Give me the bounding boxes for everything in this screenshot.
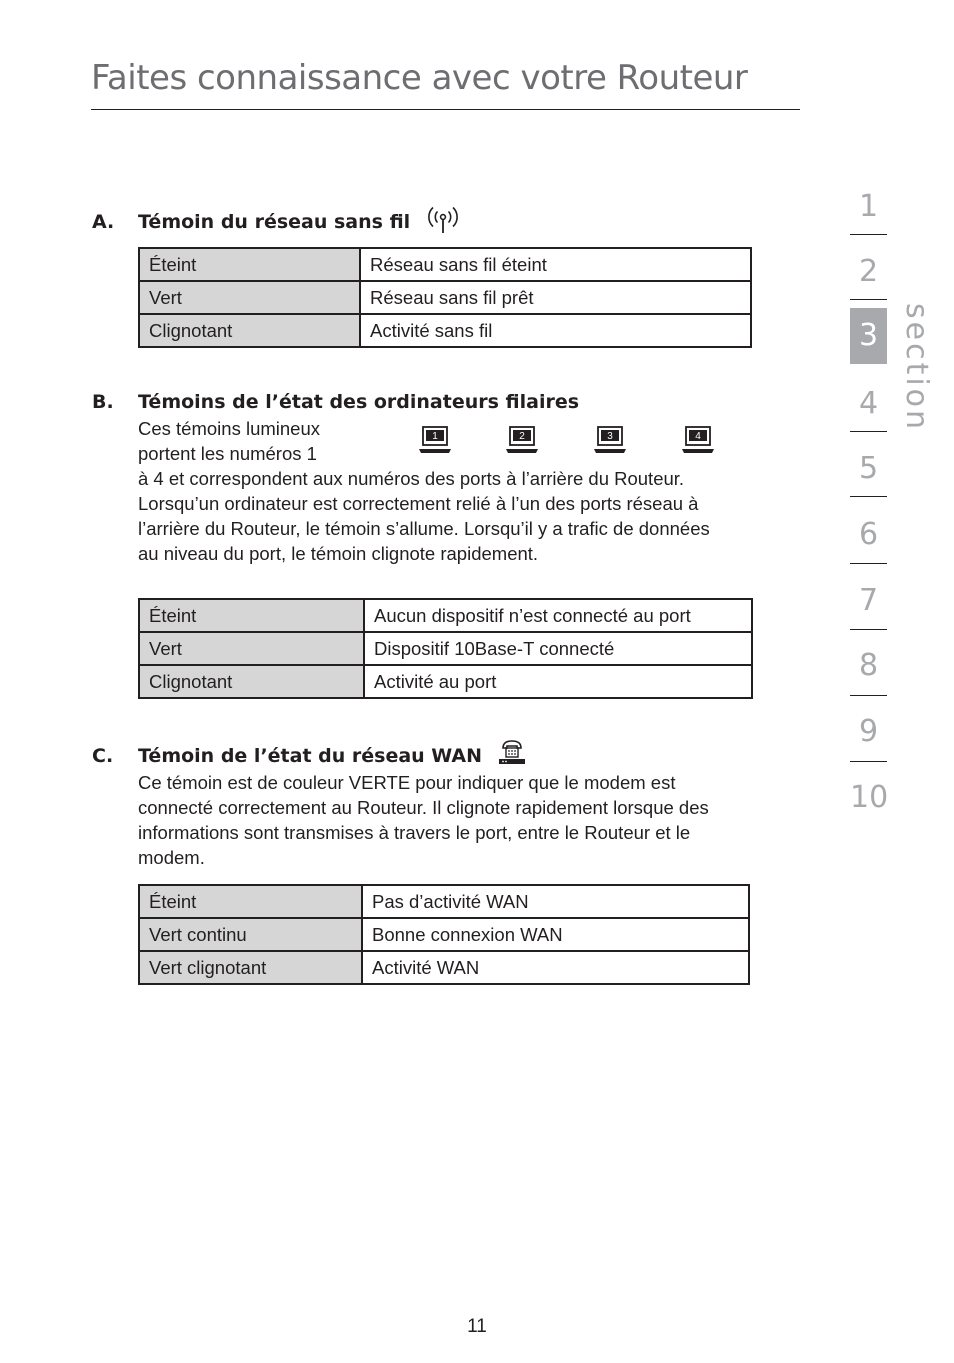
section-tab-7[interactable]: 7 bbox=[858, 583, 879, 618]
computer-2-label: 2 bbox=[519, 431, 525, 442]
state-cell: Clignotant bbox=[139, 314, 360, 347]
section-c-heading: Témoin de l’état du réseau WAN bbox=[138, 745, 483, 767]
text-line: l’arrière du Routeur, le témoin s’allume. Lorsqu’il y a trafic de données bbox=[138, 518, 710, 539]
computer-3-label: 3 bbox=[607, 431, 613, 442]
section-tab-8[interactable]: 8 bbox=[858, 648, 879, 683]
meaning-cell: Bonne connexion WAN bbox=[362, 918, 749, 951]
section-tab-divider bbox=[850, 234, 887, 235]
table-row bbox=[139, 314, 751, 347]
computer-4-icon bbox=[681, 425, 715, 455]
meaning-cell: Pas d’activité WAN bbox=[362, 885, 749, 918]
section-tab-divider bbox=[850, 299, 887, 300]
section-tab-3-active[interactable]: 3 bbox=[850, 308, 887, 364]
section-tab-5[interactable]: 5 bbox=[858, 451, 879, 486]
section-label: section bbox=[899, 303, 934, 433]
wireless-signal-icon bbox=[425, 205, 461, 235]
text-line: modem. bbox=[138, 847, 205, 868]
section-b-letter: B. bbox=[92, 391, 114, 413]
state-cell: Vert continu bbox=[139, 918, 362, 951]
meaning-cell: Réseau sans fil éteint bbox=[360, 248, 751, 281]
section-tab-divider bbox=[850, 496, 887, 497]
table-wireless-led bbox=[138, 247, 752, 348]
meaning-cell: Réseau sans fil prêt bbox=[360, 281, 751, 314]
page-title: Faites connaissance avec votre Routeur bbox=[91, 58, 748, 98]
table-row bbox=[139, 885, 749, 918]
section-tab-2[interactable]: 2 bbox=[858, 254, 879, 289]
section-tab-4[interactable]: 4 bbox=[858, 386, 879, 421]
table-row bbox=[139, 632, 752, 665]
section-c-letter: C. bbox=[92, 745, 114, 767]
state-cell: Vert bbox=[139, 281, 360, 314]
table-row bbox=[139, 918, 749, 951]
section-a-heading: Témoin du réseau sans fil bbox=[138, 211, 411, 233]
section-tab-6[interactable]: 6 bbox=[858, 517, 879, 552]
title-divider bbox=[91, 109, 800, 110]
page-number: 11 bbox=[467, 1316, 487, 1337]
section-tab-10[interactable]: 10 bbox=[850, 780, 889, 815]
table-row bbox=[139, 665, 752, 698]
state-cell: Éteint bbox=[139, 248, 360, 281]
table-row bbox=[139, 951, 749, 984]
section-c-paragraph bbox=[138, 770, 709, 870]
computer-2-icon bbox=[505, 425, 539, 455]
section-tab-9[interactable]: 9 bbox=[858, 714, 879, 749]
modem-phone-icon bbox=[497, 738, 527, 766]
table-row bbox=[139, 248, 751, 281]
meaning-cell: Aucun dispositif n’est connecté au port bbox=[364, 599, 752, 632]
text-line: au niveau du port, le témoin clignote rapidement. bbox=[138, 543, 539, 564]
section-b-heading: Témoins de l’état des ordinateurs filaires bbox=[138, 391, 580, 413]
state-cell: Clignotant bbox=[139, 665, 364, 698]
text-line: Ces témoins lumineux bbox=[138, 418, 320, 439]
table-row bbox=[139, 281, 751, 314]
meaning-cell: Activité sans fil bbox=[360, 314, 751, 347]
meaning-cell: Activité WAN bbox=[362, 951, 749, 984]
state-cell: Vert clignotant bbox=[139, 951, 362, 984]
text-line: portent les numéros 1 bbox=[138, 443, 317, 464]
state-cell: Vert bbox=[139, 632, 364, 665]
state-cell: Éteint bbox=[139, 599, 364, 632]
meaning-cell: Dispositif 10Base-T connecté bbox=[364, 632, 752, 665]
computer-4-label: 4 bbox=[695, 431, 701, 442]
state-cell: Éteint bbox=[139, 885, 362, 918]
table-row bbox=[139, 599, 752, 632]
text-line: Ce témoin est de couleur VERTE pour indiquer que le modem est bbox=[138, 772, 676, 793]
computer-1-icon bbox=[418, 425, 452, 455]
section-tab-divider bbox=[850, 629, 887, 630]
section-tab-divider bbox=[850, 695, 887, 696]
text-line: informations sont transmises à travers le port, entre le Routeur et le bbox=[138, 822, 691, 843]
table-wired-computers-led bbox=[138, 598, 753, 699]
meaning-cell: Activité au port bbox=[364, 665, 752, 698]
table-wan-led bbox=[138, 884, 750, 985]
computer-1-label: 1 bbox=[432, 431, 438, 442]
section-tab-divider bbox=[850, 563, 887, 564]
section-a-letter: A. bbox=[92, 211, 115, 233]
text-line: Lorsqu’un ordinateur est correctement relié à l’un des ports réseau à bbox=[138, 493, 699, 514]
section-tab-divider bbox=[850, 761, 887, 762]
text-line: à 4 et correspondent aux numéros des ports à l’arrière du Routeur. bbox=[138, 468, 685, 489]
computer-3-icon bbox=[593, 425, 627, 455]
section-tab-divider bbox=[850, 431, 887, 432]
text-line: connecté correctement au Routeur. Il clignote rapidement lorsque des bbox=[138, 797, 709, 818]
section-tab-1[interactable]: 1 bbox=[858, 189, 879, 224]
